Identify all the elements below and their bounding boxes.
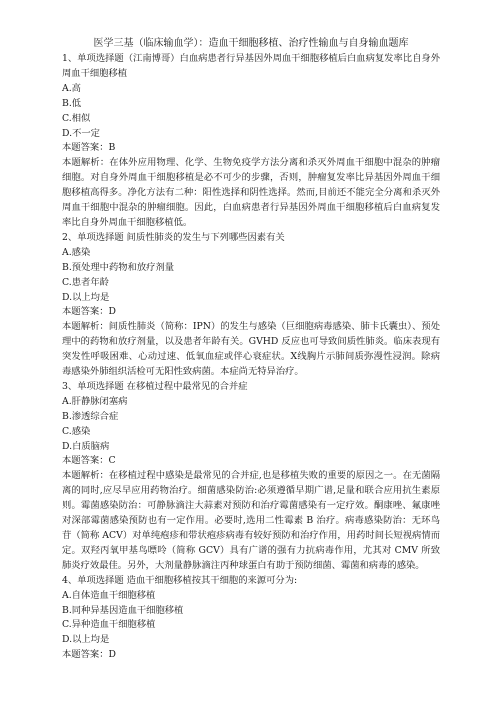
question-1-option-d: D.不一定 bbox=[62, 127, 100, 139]
question-4-option-d: D.以上均是 bbox=[62, 634, 110, 646]
question-4-option-c: C.异种造血干细胞移植 bbox=[62, 619, 156, 631]
question-1-option-b: B.低 bbox=[62, 97, 82, 109]
question-1-option-a: A.高 bbox=[62, 82, 81, 94]
question-2-option-d: D.以上均是 bbox=[62, 291, 110, 303]
question-2-answer: 本题答案：D bbox=[62, 306, 116, 318]
question-2-option-b: B.预处理中药物和放疗剂量 bbox=[62, 261, 175, 273]
question-3-explanation: 本题解析：在移植过程中感染是最常见的合并症,也是移植失败的重要的原因之一。在无菌隔离的同时,应尽早应用药物治疗。细菌感染防治:必须遵循早期广谱,足量和联合应用抗生素原则。霉菌感染防治：可静脉滴注大蒜素对预防和治疗霉菌感染有一定疗效。酮康唑、氟康唑对深部霉菌感染预防也有一定作用。必要时,选用二性霉素 B 治疗。病毒感染防治：无环鸟苷（简称 ACV）对单纯疱疹和带状疱疹病毒有较好预防和治疗作用，用药时间长短视病情而定。双羟丙氧甲基鸟嘌呤（简称 GCV）具有广谱的强有力抗病毒作用，尤其对 CMV 所致肺炎疗效最佳。另外，大剂量静脉滴注丙种球蛋白有助于预防细菌、霉菌和病毒的感染。 bbox=[62, 470, 440, 571]
question-1-stem: 1、单项选择题（江南博哥）白血病患者行异基因外周血干细胞移植后白血病复发率比自身外周血干细胞移植 bbox=[62, 53, 440, 79]
question-3-option-a: A.肝静脉闭塞病 bbox=[62, 395, 128, 407]
question-1-option-c: C.相似 bbox=[62, 112, 91, 124]
question-1-explanation: 本题解析：在体外应用物理、化学、生物免疫学方法分离和杀灭外周血干细胞中混杂的肿瘤细胞。对自身外周血干细胞移植是必不可少的步骤，否则，肿瘤复发率比异基因外周血干细胞移植高得多。净化方法有二种：阳性选择和阴性选择。然而,目前还不能完全分离和杀灭外周血干细胞中混杂的肿瘤细胞。因此，白血病患者行异基因外周血干细胞移植后白血病复发率比自身外周血干细胞移植低。 bbox=[62, 157, 440, 228]
question-3-option-c: C.感染 bbox=[62, 425, 91, 437]
question-2-stem: 2、单项选择题 间质性肺炎的发生与下列哪些因素有关 bbox=[62, 231, 285, 243]
question-2-explanation: 本题解析：间质性肺炎（简称：IPN）的发生与感染（巨细胞病毒感染、肺卡氏囊虫）、预处理中的药物和放疗剂量，以及患者年龄有关。GVHD 反应也可导致间质性肺炎。临床表现有突发性呼吸困难、心动过速、低氧血症或伴心衰症状。X线胸片示肺间质弥漫性浸润。除病毒感染外肺组织活检可无阳性致病菌。本症尚无特异治疗。 bbox=[62, 321, 440, 378]
question-4-option-b: B.同种异基因造血干细胞移植 bbox=[62, 604, 184, 616]
question-4-answer: 本题答案：D bbox=[62, 649, 116, 661]
question-4-stem: 4、单项选择题 造血干细胞移植按其干细胞的来源可分为: bbox=[62, 574, 298, 586]
question-3-answer: 本题答案：C bbox=[62, 455, 116, 467]
document-title: 医学三基（临床输血学）：造血干细胞移植、治疗性输血与自身输血题库 bbox=[93, 38, 409, 49]
question-3-stem: 3、单项选择题 在移植过程中最常见的合并症 bbox=[62, 380, 248, 392]
question-4-option-a: A.自体造血干细胞移植 bbox=[62, 589, 156, 601]
question-2-option-c: C.患者年龄 bbox=[62, 276, 109, 288]
question-2-option-a: A.感染 bbox=[62, 246, 91, 258]
question-3-option-d: D.白质脑病 bbox=[62, 440, 110, 452]
question-1-answer: 本题答案：B bbox=[62, 142, 116, 154]
question-3-option-b: B.渗透综合症 bbox=[62, 410, 119, 422]
